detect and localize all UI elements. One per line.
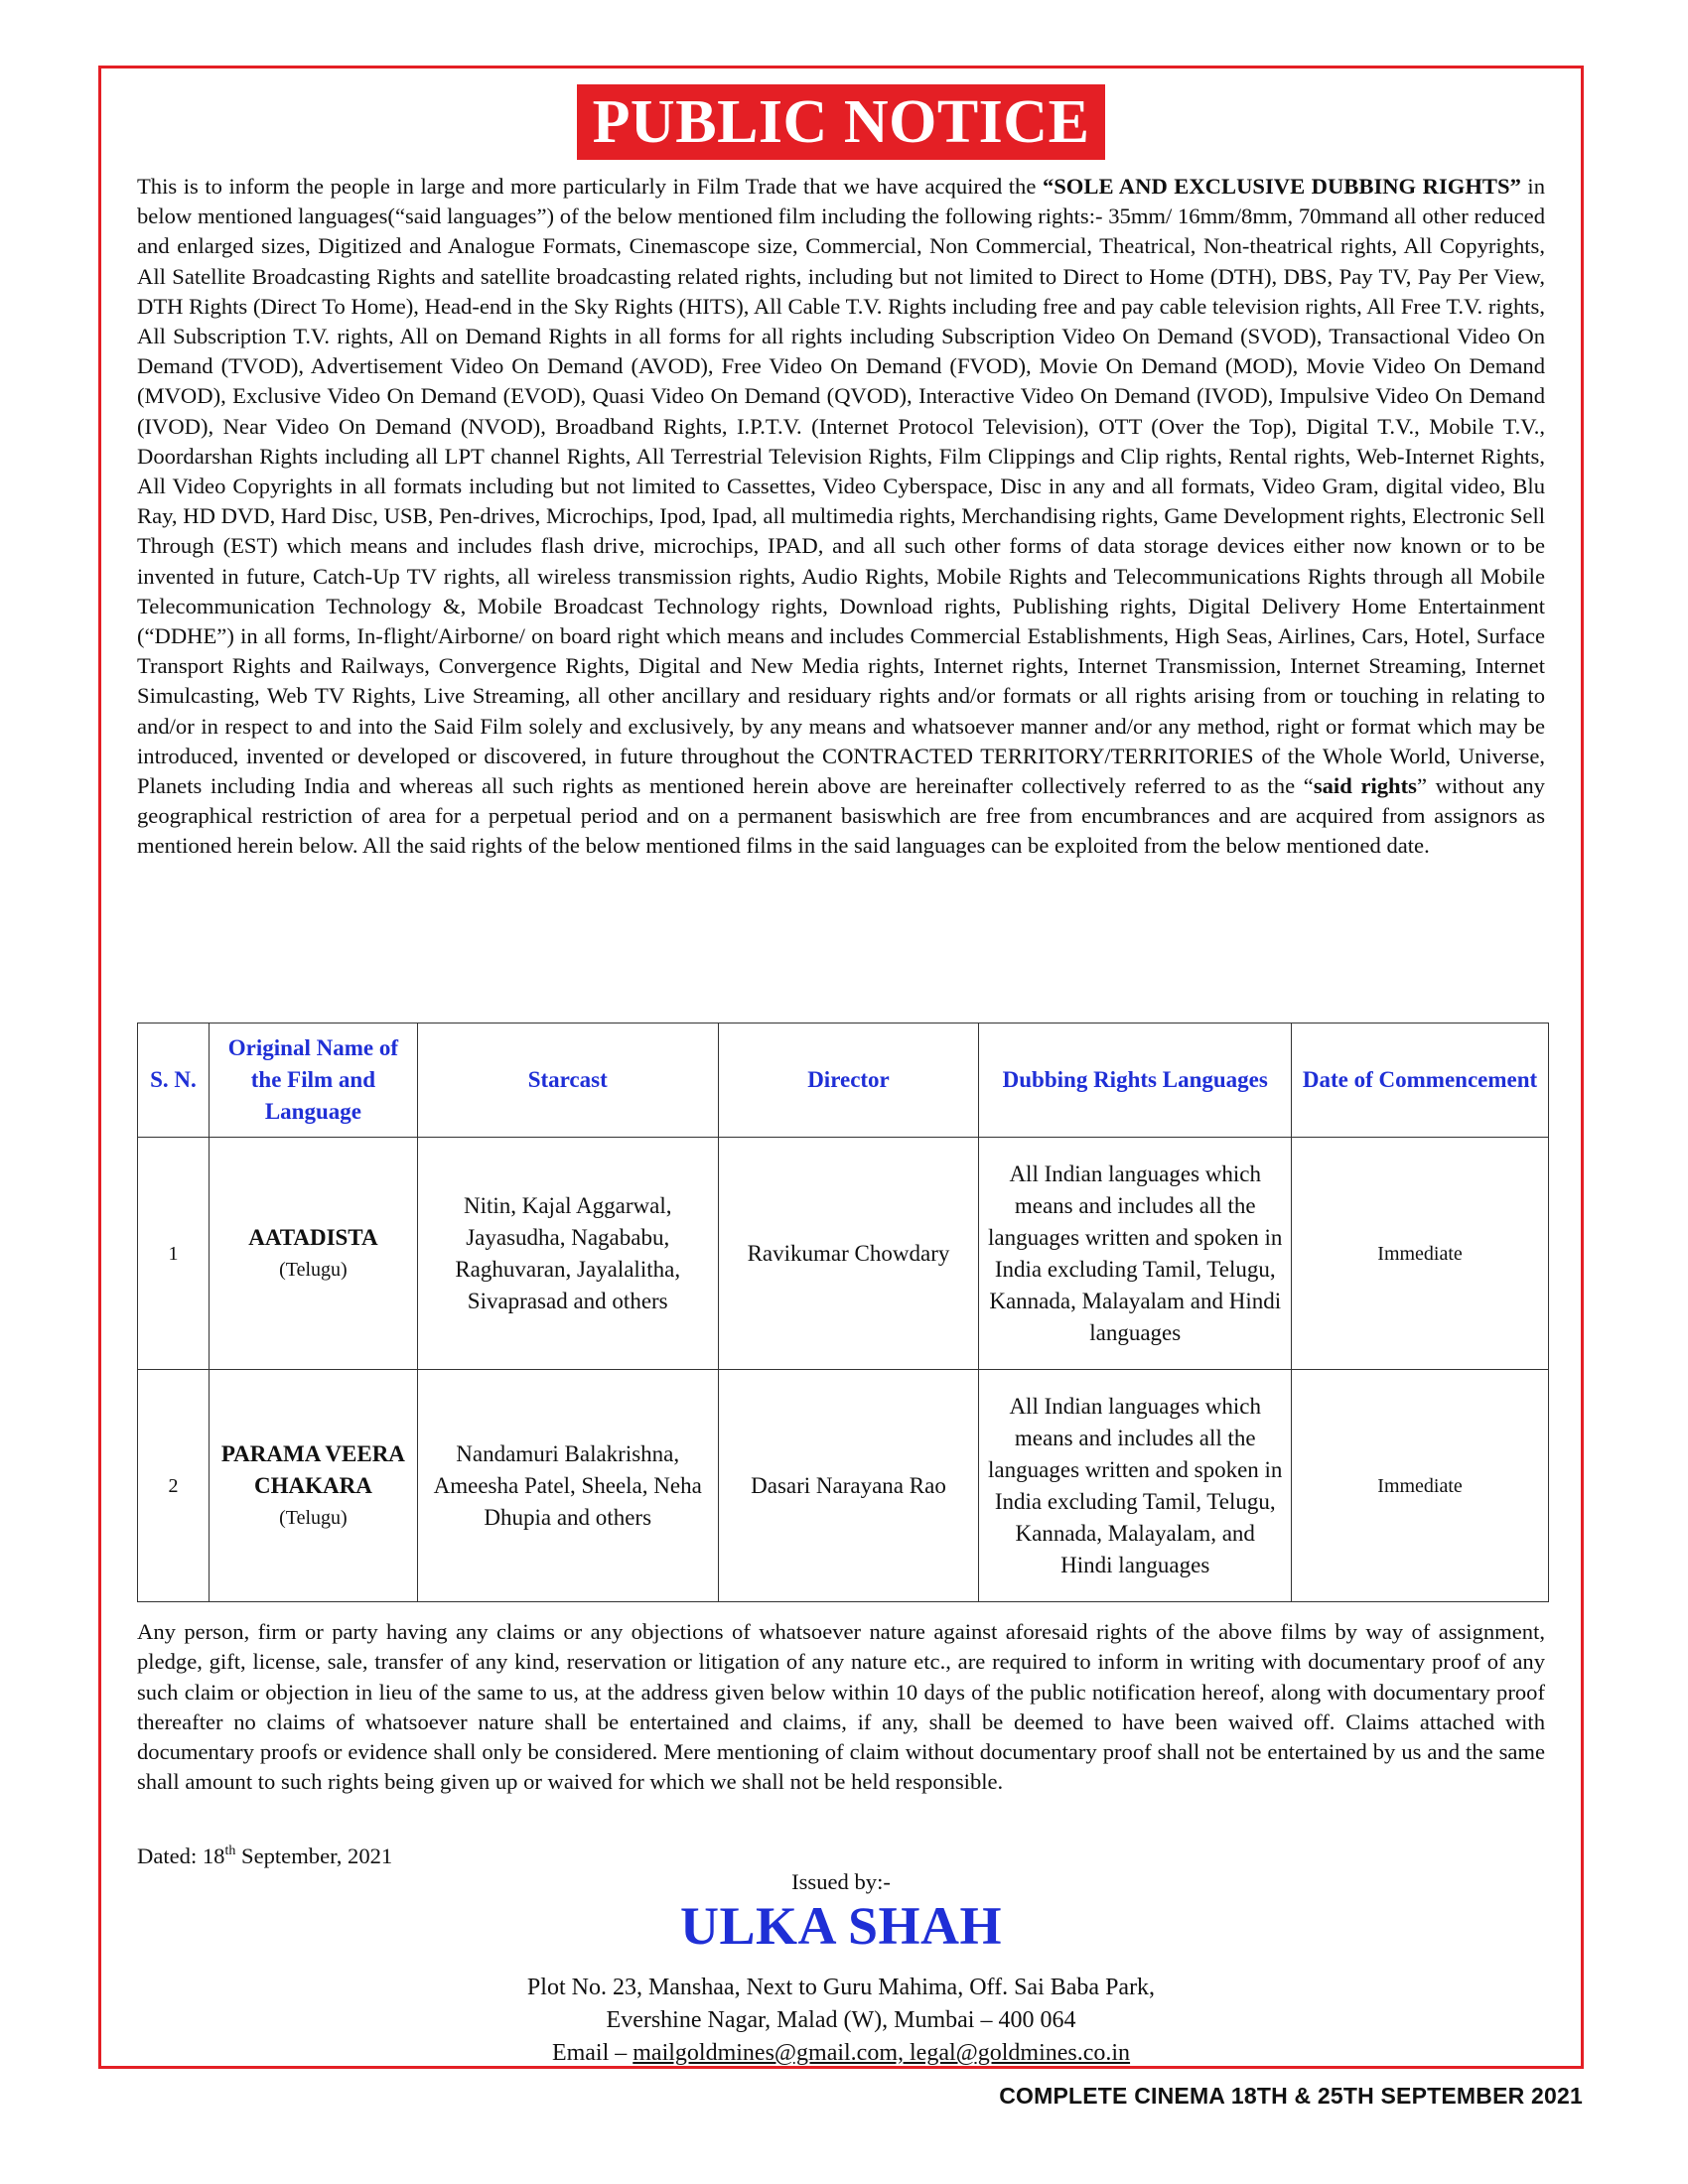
dated-ordinal: th — [224, 1843, 236, 1858]
claims-paragraph: Any person, firm or party having any claims or any objections of whatsoever nature against aforesaid rights of the above films by way of assignment, pledge, gift, license, sale, transfer of any kind, reservation or litigation of any nature etc., are required to inform in writing with documentary proof of any such claim or objection in lieu of the same to us, at the address given below within 10 days of the public notification hereof, along with documentary proof thereafter no claims of whatsoever nature shall be entertained and claims, if any, shall be deemed to have been waived off. Claims attached with documentary proofs or evidence shall only be considered. Mere mentioning of claim without documentary proof shall not be entertained by us and the same shall amount to such rights being given up or waived for which we shall not be held responsible. — [137, 1619, 1545, 1795]
intro-bold-said-rights: said rights — [1313, 773, 1417, 799]
email-links[interactable]: mailgoldmines@gmail.com, legal@goldmines.co.in — [633, 2040, 1131, 2066]
title-banner — [101, 84, 1581, 160]
table-row — [138, 1370, 1549, 1602]
row-dubbing-languages: All Indian languages which means and includes all the languages written and spoken in India excluding Tamil, Telugu, Kannada, Malayalam and Hindi languages — [979, 1138, 1292, 1370]
dated-prefix: Dated: 18 — [137, 1843, 225, 1868]
intro-part-2: in below mentioned languages(“said languages”) of the below mentioned film including the following rights:- 35mm/ 16mm/8mm, 70mmand all other reduced and enlarged sizes, Digitized and Analogue Formats, Cinemascope size, Commercial, Non Commercial, Theatrical, Non-theatrical rights, All Copyrights, All Satellite Broadcasting Rights and satellite broadcasting related rights, including but not limited to Direct to Home (DTH), DBS, Pay TV, Pay Per View, DTH Rights (Direct To Home), Head-end in the Sky Rights (HITS), All Cable T.V. Rights including free and pay cable television rights, All Free T.V. rights, All Subscription T.V. rights, All on Demand Rights in all forms for all rights including Subscription Video On Demand (SVOD), Transactional Video On Demand (TVOD), Advertisement Video On Demand (AVOD), Free Video On Demand (FVOD), Movie On Demand (MOD), Movie Video On Demand (MVOD), Exclusive Video On Demand (EVOD), Quasi Video On Demand (QVOD), Interactive Video On Demand (IVOD), Impulsive Video On Demand (IVOD), Near Video On Demand (NVOD), Broadband Rights, I.P.T.V. (Internet Protocol Television), OTT (Over the Top), Digital T.V., Mobile T.V., Doordarshan Rights including all LPT channel Rights, All Terrestrial Television Rights, Film Clippings and Clip rights, Rental rights, Web-Internet Rights, All Video Copyrights in all formats including but not limited to Cassettes, Video Cyberspace, Disc in any and all formats, Video Gram, digital video, Blu Ray, HD DVD, Hard Disc, USB, Pen-drives, Microchips, Ipod, Ipad, all multimedia rights, Merchandising rights, Game Development rights, Electronic Sell Through (EST) which means and includes flash drive, microchips, IPAD, and all such other forms of data storage devices either now known or to be invented in future, Catch-Up TV rights, all wireless transmission rights, Audio Rights, Mobile Rights and Telecommunications Rights through all Mobile Telecommunication Technology &, Mobile Broadcast Technology rights, Download rights, Publishing rights, Digital Delivery Home Entertainment (“DDHE”) in all forms, In-flight/Airborne/ on board right which means and includes Commercial Establishments, High Seas, Airlines, Cars, Hotel, Surface Transport Rights and Railways, Convergence Rights, Digital and New Media rights, Internet rights, Internet Transmission, Internet Streaming, Internet Simulcasting, Web TV Rights, Live Streaming, all other ancillary and residuary rights and/or formats or all rights arising from or touching in relating to and/or in respect to and into the Said Film solely and exclusively, by any means and whatsoever manner and/or any method, right or format which may be introduced, invented or developed or discovered, in future throughout the CONTRACTED TERRITORY/TERRITORIES of the Whole World, Universe, Planets including India and whereas all such rights as mentioned herein above are hereinafter collectively referred to as the “ — [137, 174, 1545, 799]
header-commencement-date: Date of Commencement — [1292, 1024, 1549, 1138]
row-film-cell — [209, 1138, 417, 1370]
row-director: Dasari Narayana Rao — [718, 1370, 979, 1602]
email-line — [101, 2040, 1581, 2067]
film-language: (Telugu) — [279, 1258, 348, 1281]
film-name: PARAMA VEERA CHAKARA — [220, 1440, 405, 1498]
table-header-row — [138, 1024, 1549, 1138]
header-director: Director — [718, 1024, 979, 1138]
intro-part-1: This is to inform the people in large and more particularly in Film Trade that we have acquired the — [137, 174, 1043, 199]
row-sn: 2 — [138, 1370, 210, 1602]
intro-part-3: ” without any geographical restriction of area for a perpetual period and on a permanent basiswhich are free from encumbrances and are acquired from assignors as mentioned herein below. All the said rights of the below mentioned films in the said languages can be exploited from the below mentioned date. — [137, 773, 1545, 859]
row-starcast: Nitin, Kajal Aggarwal, Jayasudha, Nagababu, Raghuvaran, Jayalalitha, Sivaprasad and others — [417, 1138, 718, 1370]
address-line-2: Evershine Nagar, Malad (W), Mumbai – 400 064 — [606, 2007, 1076, 2033]
film-language: (Telugu) — [279, 1506, 348, 1529]
notice-frame — [98, 66, 1584, 2069]
notice-title: PUBLIC NOTICE — [577, 84, 1106, 160]
address-line-1: Plot No. 23, Manshaa, Next to Guru Mahima, Off. Sai Baba Park, — [526, 1975, 1156, 2000]
email-label: Email – — [551, 2040, 633, 2066]
dated-suffix: September, 2021 — [235, 1843, 393, 1868]
issued-by-label: Issued by:- — [791, 1869, 891, 1894]
header-sn: S. N. — [138, 1024, 210, 1138]
dated-line — [137, 1843, 392, 1869]
row-director: Ravikumar Chowdary — [718, 1138, 979, 1370]
row-commencement-date: Immediate — [1292, 1370, 1549, 1602]
row-sn: 1 — [138, 1138, 210, 1370]
header-starcast: Starcast — [417, 1024, 718, 1138]
intro-bold-rights: “SOLE AND EXCLUSIVE DUBBING RIGHTS” — [1042, 174, 1521, 199]
issuer-name: ULKA SHAH — [679, 1896, 1003, 1956]
header-film-name: Original Name of the Film and Language — [209, 1024, 417, 1138]
row-starcast: Nandamuri Balakrishna, Ameesha Patel, Sheela, Neha Dhupia and others — [417, 1370, 718, 1602]
table-row — [138, 1138, 1549, 1370]
publication-footer: COMPLETE CINEMA 18TH & 25TH SEPTEMBER 2021 — [999, 2083, 1583, 2109]
films-table — [137, 1023, 1549, 1602]
row-film-cell — [209, 1370, 417, 1602]
row-dubbing-languages: All Indian languages which means and includes all the languages written and spoken in India excluding Tamil, Telugu, Kannada, Malayalam, and Hindi languages — [979, 1370, 1292, 1602]
header-dubbing-languages: Dubbing Rights Languages — [979, 1024, 1292, 1138]
film-name: AATADISTA — [248, 1224, 378, 1250]
intro-paragraph — [137, 172, 1545, 862]
row-commencement-date: Immediate — [1292, 1138, 1549, 1370]
